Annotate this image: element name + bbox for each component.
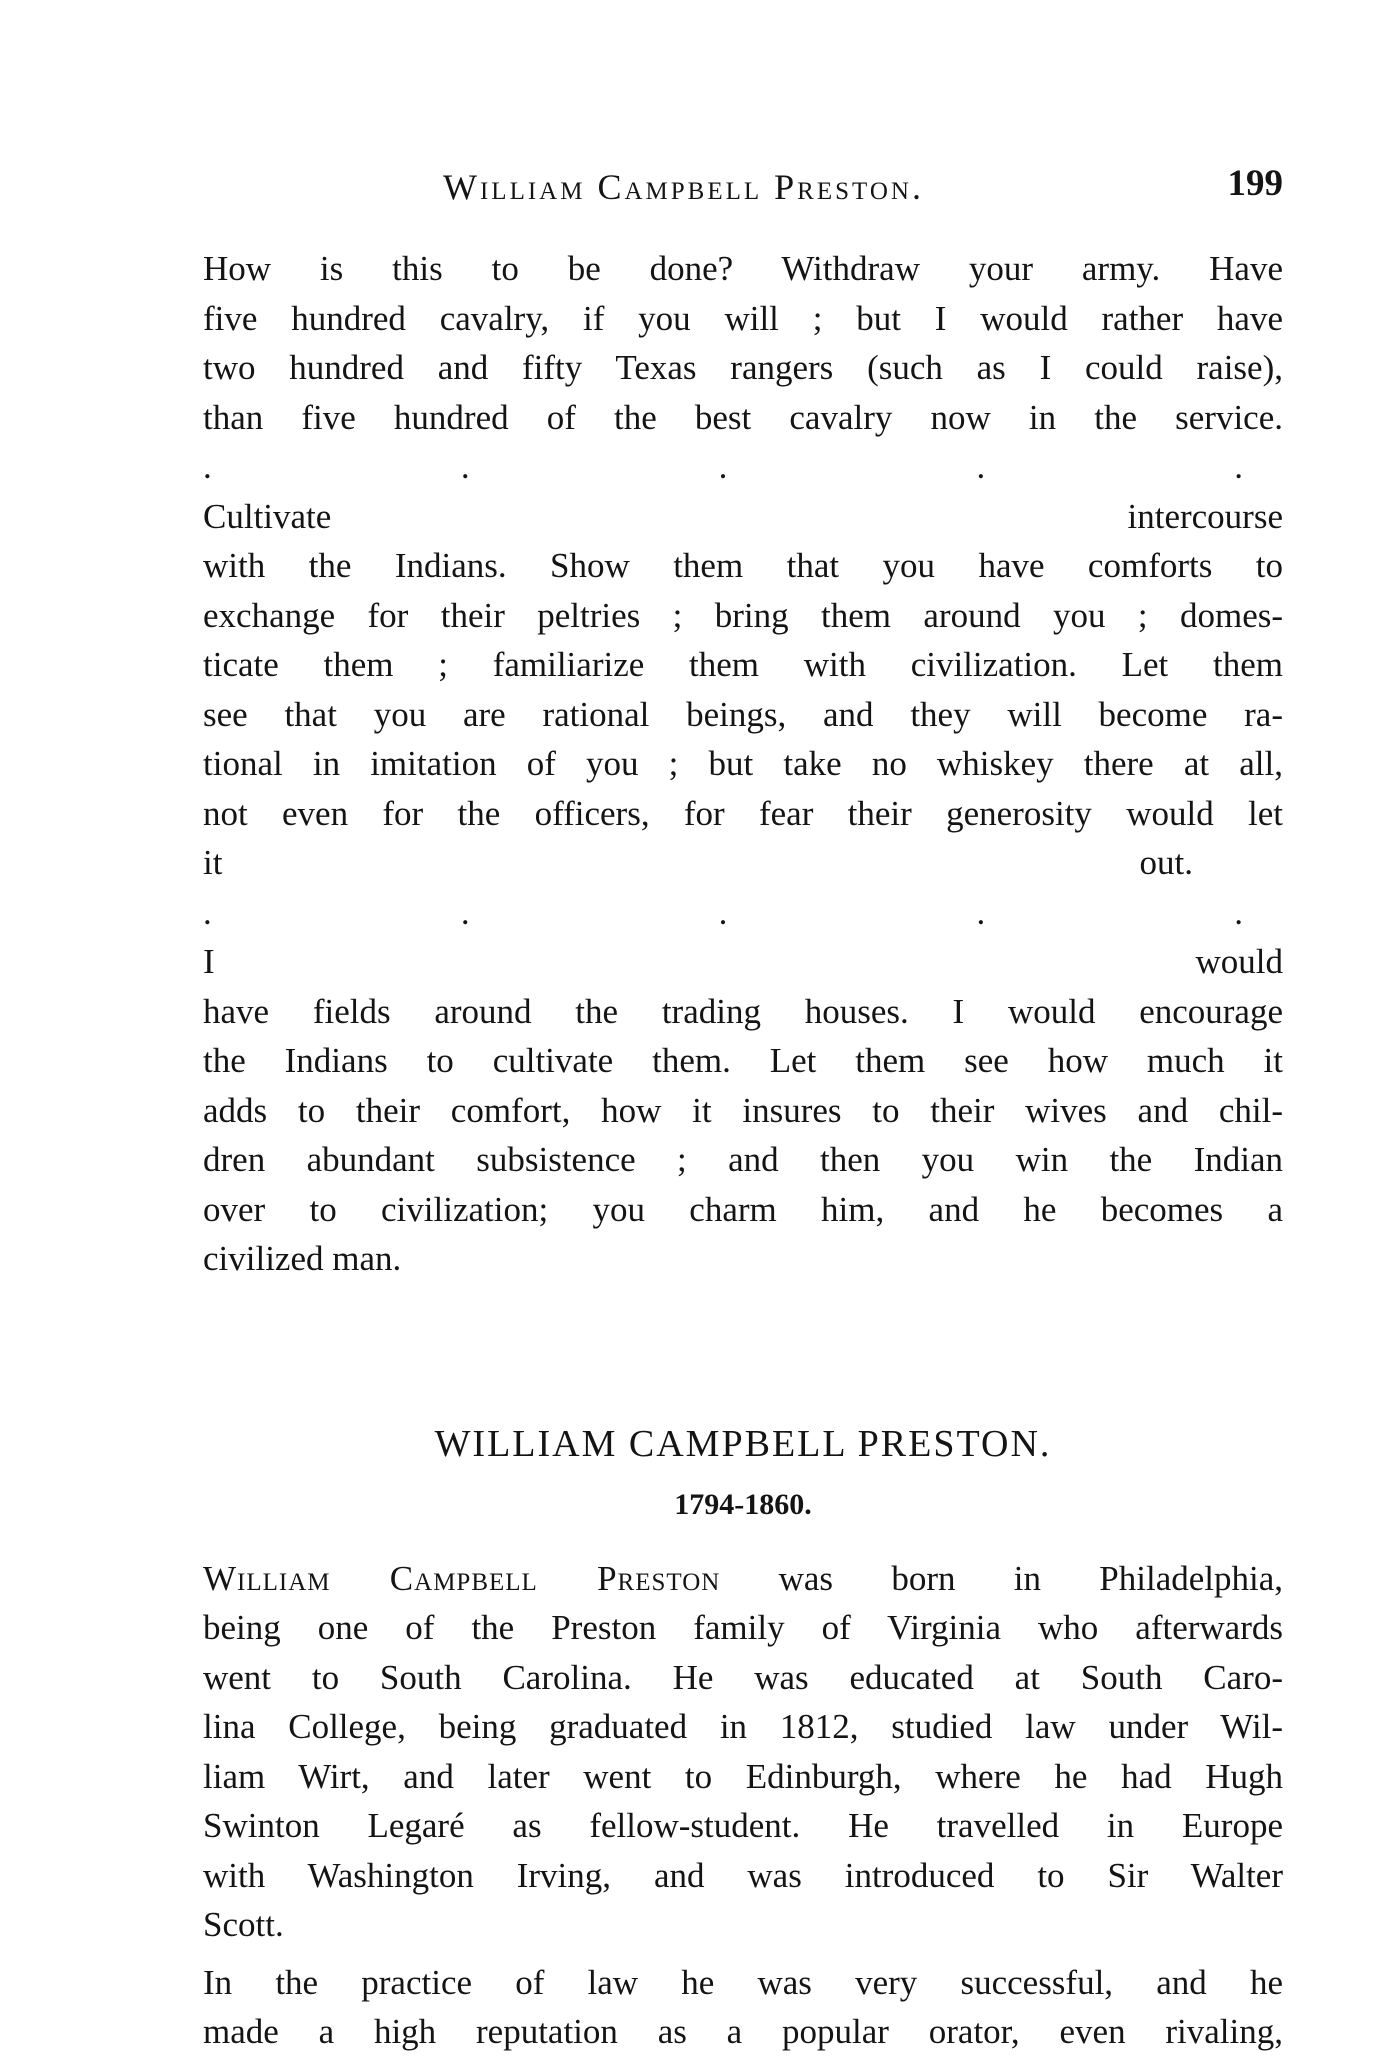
text-line: than five hundred of the best cavalry now in the service. (203, 397, 1283, 437)
text-line: made a high reputation as a popular orator, even rivaling, (203, 2012, 1283, 2051)
biography (203, 1554, 1283, 2057)
text-line: went to South Carolina. He was educated at South Caro- (203, 1657, 1283, 1697)
running-head (203, 160, 1283, 210)
ellipsis-dots (203, 442, 1283, 492)
ellipsis-dot: . (1234, 447, 1243, 486)
text-line: with Washington Irving, and was introduced to Sir Walter (203, 1855, 1283, 1895)
running-head-title: William Campbell Preston. (443, 167, 924, 207)
ellipsis-dot: . (1234, 892, 1243, 932)
subject-name: William Campbell Preston (203, 1558, 721, 1598)
text-line: I would (203, 942, 1283, 981)
section-dates: 1794-1860. (674, 1487, 812, 1521)
text-line: have fields around the trading houses. I would encourage (203, 991, 1283, 1031)
text-line: adds to their comfort, how it insures to their wives and chil- (203, 1090, 1283, 1130)
text-line: civilized man. (203, 1239, 402, 1278)
ellipsis-dot: . (718, 892, 728, 932)
speech-excerpt (203, 244, 1283, 1284)
text-line: with the Indians. Show them that you have comforts to (203, 546, 1283, 585)
text-line: see that you are rational beings, and they will become ra- (203, 694, 1283, 734)
text-line: it out. (203, 843, 1193, 882)
text-line: the Indians to cultivate them. Let them see how much it (203, 1041, 1283, 1080)
ellipsis-dot: . (203, 892, 212, 932)
text-line: being one of the Preston family of Virginia who afterwards (203, 1608, 1283, 1647)
ellipsis-dot: . (976, 892, 986, 932)
ellipsis-dot: . (718, 447, 728, 486)
section-heading: WILLIAM CAMPBELL PRESTON. (434, 1422, 1052, 1465)
ellipsis-line (203, 442, 1283, 541)
ellipsis-dots (203, 888, 1283, 938)
text-line: ticate them ; familiarize them with civilization. Let them (203, 645, 1283, 684)
text-line: dren abundant subsistence ; and then you win the Indian (203, 1140, 1283, 1179)
text-line: tional in imitation of you ; but take no whiskey there at all, (203, 744, 1283, 783)
text-line: exchange for their peltries ; bring them around you ; domes- (203, 595, 1283, 635)
text-fragment: was born in Philadelphia, (778, 1558, 1283, 1598)
text-line: Cultivate intercourse (203, 496, 1283, 536)
ellipsis-dot: . (203, 447, 212, 486)
paragraph-gap (203, 1950, 1283, 1958)
text-line (203, 1554, 1283, 1604)
text-line: Swinton Legaré as fellow-student. He travelled in Europe (203, 1806, 1283, 1845)
text-line: over to civilization; you charm him, and he becomes a (203, 1189, 1283, 1229)
ellipsis-dot: . (460, 892, 470, 932)
ellipsis-dot: . (976, 447, 986, 486)
text-line: five hundred cavalry, if you will ; but I would rather have (203, 298, 1283, 338)
ellipsis-line (203, 838, 1283, 987)
text-line: two hundred and fifty Texas rangers (such as I could raise), (203, 348, 1283, 387)
book-page (203, 160, 1283, 2057)
text-line: In the practice of law he was very successful, and he (203, 1962, 1283, 2002)
text-line: How is this to be done? Withdraw your army. Have (203, 249, 1283, 288)
text-line: lina College, being graduated in 1812, studied law under Wil- (203, 1707, 1283, 1746)
text-line: liam Wirt, and later went to Edinburgh, where he had Hugh (203, 1756, 1283, 1796)
text-line: Scott. (203, 1905, 284, 1944)
page-number: 199 (1227, 163, 1283, 204)
text-line: not even for the officers, for fear their generosity would let (203, 793, 1283, 833)
ellipsis-dot: . (460, 447, 470, 486)
